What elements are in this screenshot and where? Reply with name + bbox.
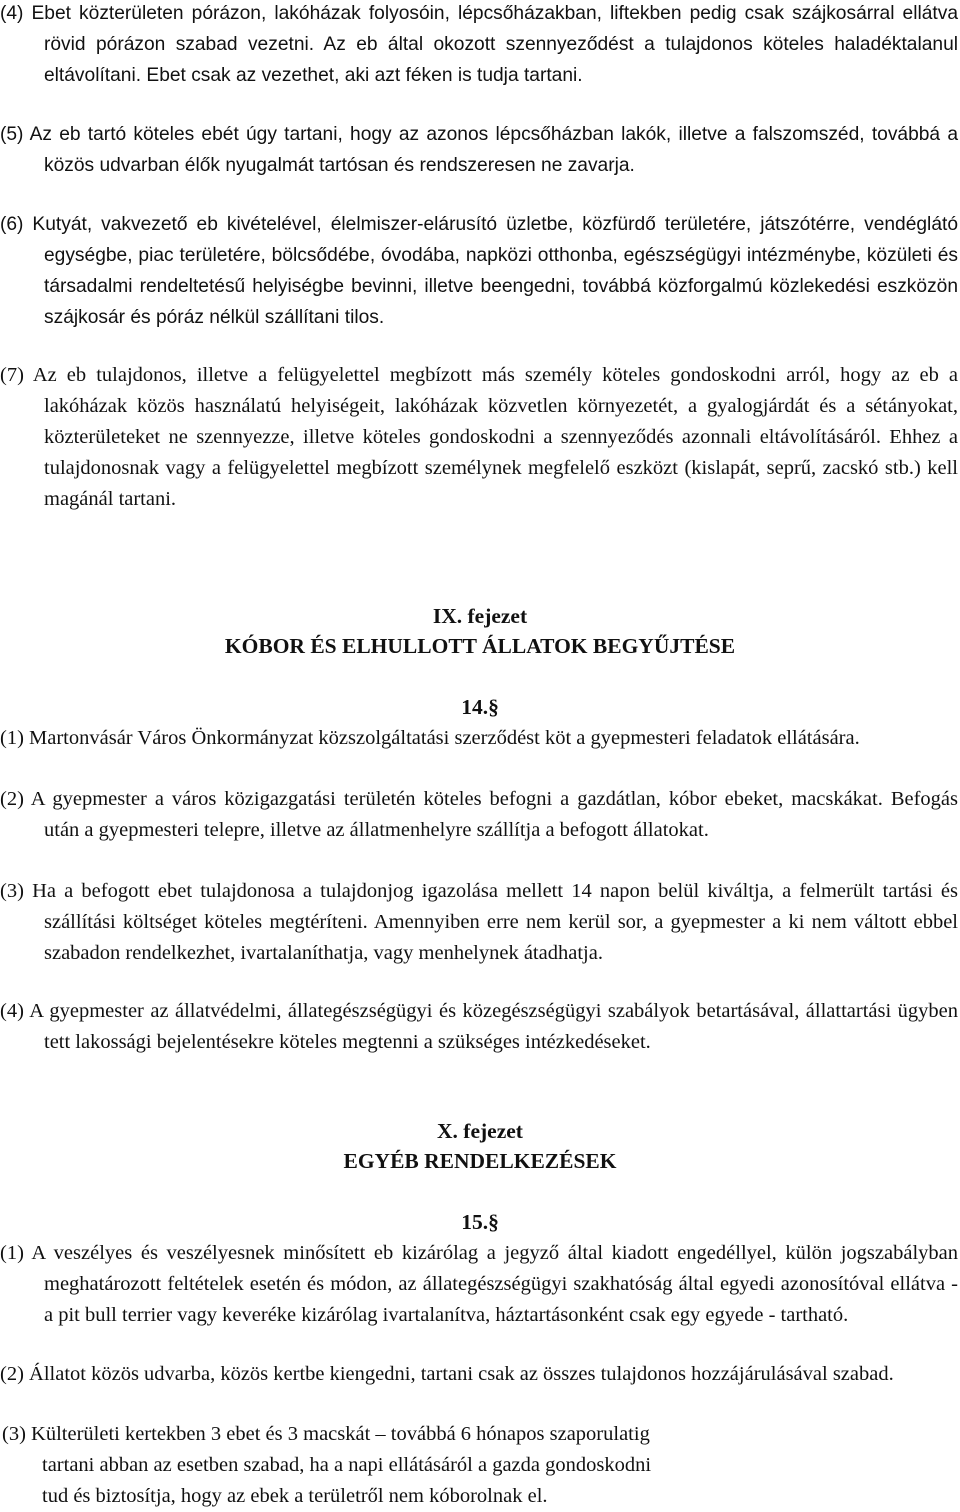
section-15-paragraph-3-line-3: tud és biztosítja, hogy az ebek a területről nem kóborolnak el. [42,1485,548,1507]
section-15-label: 15.§ [461,1210,499,1234]
paragraph-7: (7) Az eb tulajdonos, illetve a felügyelettel megbízott más személy köteles gondoskodni arról, hogy az eb a lakóházak közös használatú helyiségeit, lakóházak közvetlen környezetét, a gyalogjárdát és a sétányokat, közterületeket ne szennyezze, illetve köteles gondoskodni a szennyeződés azonnali eltávolításáról. Ehhez a tulajdonosnak vagy a felügyelettel megbízott személynek megfelelő eszközt (kislapát, seprű, zacskó stb.) kell magánál tartani. [0,364,958,510]
chapter-9-number: IX. fejezet [432,604,528,628]
paragraph-6: (6) Kutyát, vakvezető eb kivételével, élelmiszer-elárusító üzletbe, közfürdő területére, játszótérre, vendéglátó egységbe, piac területére, bölcsődébe, óvodába, napközi otthonba, egészségügyi intézménybe, közületi és társadalmi rendeltetésű helyiségbe bevinni, illetve beengedni, továbbá közforgalmú közlekedési eszközön szájkosár és póráz nélkül szállítani tilos. [0,214,958,328]
chapter-10-title: EGYÉB RENDELKEZÉSEK [343,1149,617,1173]
chapter-9-title: KÓBOR ÉS ELHULLOTT ÁLLATOK BEGYŰJTÉSE [224,634,736,658]
section-14-paragraph-2: (2) A gyepmester a város közigazgatási területén köteles befogni a gazdátlan, kóbor ebeket, macskákat. Befogás után a gyepmesteri telepre, illetve az állatmenhelyre szállítja a befogott állatokat. [0,788,958,841]
section-15-paragraph-3 [2,1419,960,1512]
paragraph-5: (5) Az eb tartó köteles ebét úgy tartani, hogy az azonos lépcsőházban lakók, illetve a falszomszéd, továbbá a közös udvarban élők nyugalmát tartósan és rendszeresen ne zavarja. [0,124,958,176]
section-15-paragraph-3-line-1: (3) Külterületi kertekben 3 ebet és 3 macskát – továbbá 6 hónapos szaporulatig [2,1423,650,1445]
section-15-paragraph-3-line-2: tartani abban az esetben szabad, ha a napi ellátásáról a gazda gondoskodni [42,1454,652,1476]
section-15-paragraph-2: (2) Állatot közös udvarba, közös kertbe kiengedni, tartani csak az összes tulajdonos hozzájárulásával szabad. [0,1363,894,1385]
section-14-paragraph-1: (1) Martonvásár Város Önkormányzat közszolgáltatási szerződést köt a gyepmesteri feladatok ellátására. [0,727,860,749]
section-14-paragraph-3: (3) Ha a befogott ebet tulajdonosa a tulajdonjog igazolása mellett 14 napon belül kiváltja, a felmerült tartási és szállítási költséget köteles megtéríteni. Amennyiben erre nem kerül sor, a gyepmester a ki nem váltott ebbel szabadon rendelkezhet, ivartalaníthatja, vagy menhelynek átadhatja. [0,880,958,964]
chapter-10-number: X. fejezet [437,1119,523,1143]
paragraph-4: (4) Ebet közterületen pórázon, lakóházak folyosóin, lépcsőházakban, liftekben pedig csak szájkosárral ellátva rövid pórázon szabad vezetni. Az eb által okozott szennyeződést a tulajdonos köteles haladéktalanul eltávolítani. Ebet csak az vezethet, aki azt féken is tudja tartani. [0,3,958,86]
section-14-label: 14.§ [461,695,499,719]
section-15-paragraph-1: (1) A veszélyes és veszélyesnek minősített eb kizárólag a jegyző által kiadott engedéllyel, külön jogszabályban meghatározott feltételek esetén és módon, az állategészségügyi szakhatóság által egyedi azonosítóval ellátva - a pit bull terrier vagy keveréke kizárólag ivartalanítva, háztartásonként csak egy egyede - tartható. [0,1242,958,1326]
section-14-paragraph-4: (4) A gyepmester az állatvédelmi, állategészségügyi és közegészségügyi szabályok betartásával, állattartási ügyben tett lakossági bejelentésekre köteles megtenni a szükséges intézkedéseket. [0,1000,958,1053]
